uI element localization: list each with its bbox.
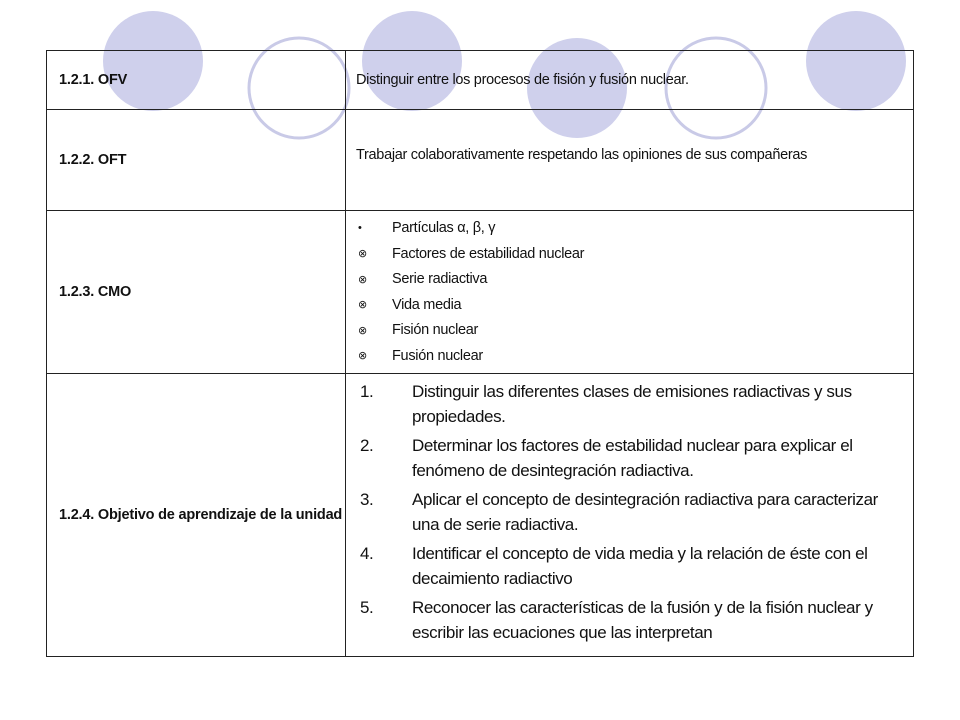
- row-text-oft: Trabajar colaborativamente respetando las opiniones de sus compañeras: [356, 147, 808, 163]
- list-item: ⊗ Factores de estabilidad nuclear: [358, 245, 585, 262]
- list-item: 4. Identificar el concepto de vida media y la relación de éste con el decaimiento radiactivo: [360, 544, 868, 588]
- bullet-icon: ⊗: [358, 248, 367, 261]
- bullet-icon: ⊗: [358, 299, 367, 312]
- list-item: ⊗ Fusión nuclear: [358, 347, 483, 364]
- list-item: 3. Aplicar el concepto de desintegración radiactiva para caracterizar una de serie radiactiva.: [360, 490, 878, 534]
- list-item: ⊗ Fisión nuclear: [358, 322, 479, 339]
- bullet-icon: ⊗: [358, 324, 367, 337]
- row-text-ofv: Distinguir entre los procesos de fisión y fusión nuclear.: [346, 51, 914, 110]
- bullet-icon: ⊗: [358, 350, 367, 363]
- objectives-list: [356, 380, 901, 645]
- list-item: 1. Distinguir las diferentes clases de emisiones radiactivas y sus propiedades.: [360, 382, 852, 426]
- table-row-oft: [47, 110, 914, 211]
- row-label-objetivo: 1.2.4. Objetivo de aprendizaje de la unidad: [59, 507, 343, 523]
- list-item: • Partículas α, β, γ: [358, 220, 496, 237]
- list-item: ⊗ Vida media: [358, 296, 462, 313]
- bullet-icon: •: [358, 222, 362, 235]
- table-row-cmo: [47, 211, 914, 374]
- list-item: 2. Determinar los factores de estabilidad nuclear para explicar el fenómeno de desintegración radiactiva.: [360, 436, 853, 480]
- table-row-ofv: [47, 51, 914, 110]
- cmo-list: [356, 216, 901, 369]
- unit-table: [46, 50, 914, 657]
- list-item: ⊗ Serie radiactiva: [358, 271, 488, 288]
- table-row-objetivo: [47, 374, 914, 657]
- row-label-cmo: 1.2.3. CMO: [47, 211, 346, 374]
- row-label-oft: 1.2.2. OFT: [47, 110, 346, 211]
- list-item: 5. Reconocer las características de la fusión y de la fisión nuclear y escribir las ecuaciones que las interpretan: [360, 598, 873, 642]
- bullet-icon: ⊗: [358, 273, 367, 286]
- row-label-ofv: 1.2.1. OFV: [47, 51, 346, 110]
